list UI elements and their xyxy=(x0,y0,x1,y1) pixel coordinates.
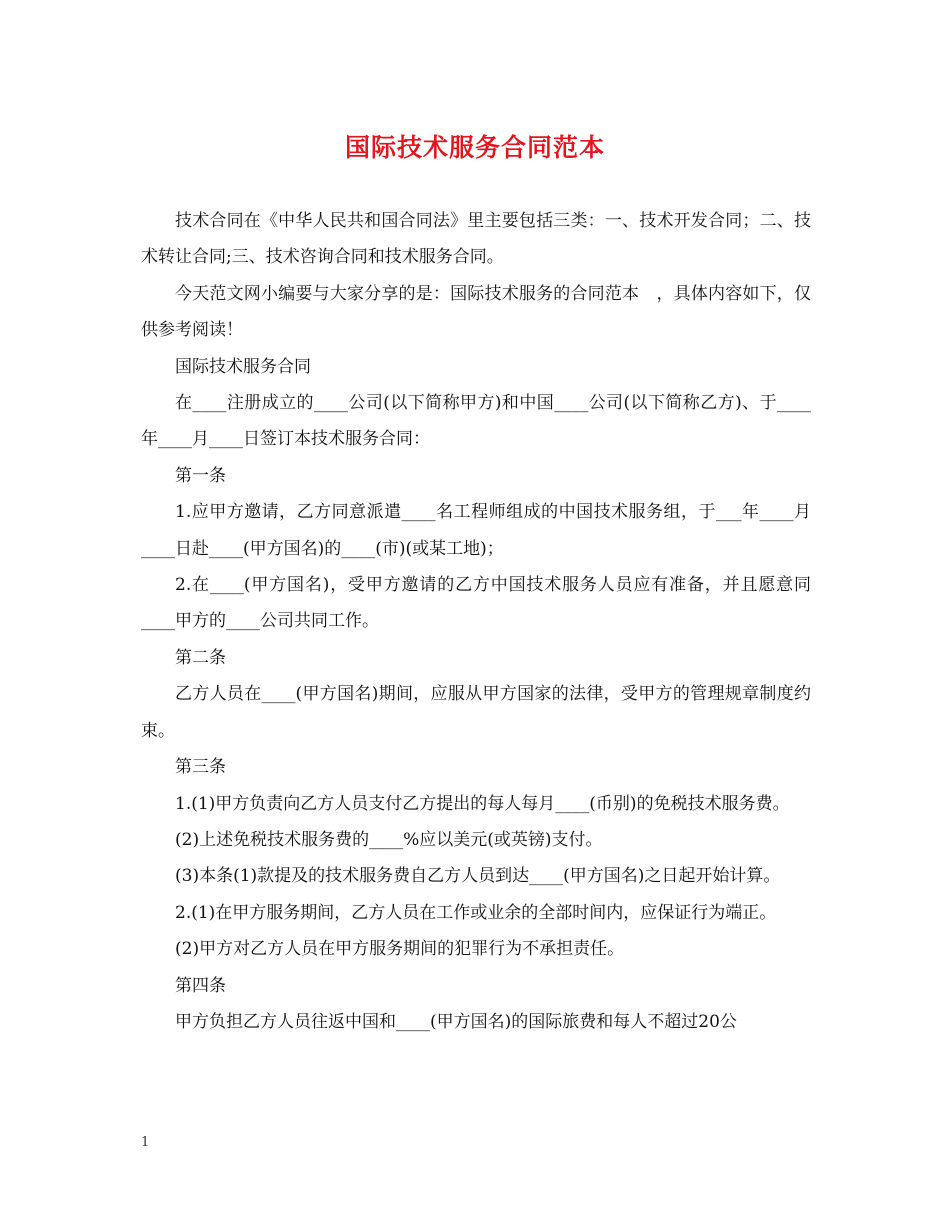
article-4-heading: 第四条 xyxy=(175,975,226,996)
article-1-heading: 第一条 xyxy=(175,465,226,486)
article-3-clause-1-1: 1.(1)甲方负责向乙方人员支付乙方提出的每人每月____(币别)的免税技术服务费。 xyxy=(175,793,790,814)
article-4-clause: 甲方负担乙方人员往返中国和____(甲方国名)的国际旅费和每人不超过20公 xyxy=(175,1011,737,1032)
article-2-heading: 第二条 xyxy=(175,647,226,668)
article-1-clause-1: 1.应甲方邀请，乙方同意派遣____名工程师组成的中国技术服务组，于___年____月____日赴____(甲方国名)的____(市)(或某工地)； xyxy=(141,502,811,559)
article-1-clause-2: 2.在____(甲方国名)，受甲方邀请的乙方中国技术服务人员应有准备，并且愿意同____甲方的____公司共同工作。 xyxy=(141,575,811,632)
page-number: 1 xyxy=(141,1135,150,1150)
article-3-heading: 第三条 xyxy=(175,757,226,778)
paragraph-parties: 在____注册成立的____公司(以下简称甲方)和中国____公司(以下简称乙方)、于____年____月____日签订本技术服务合同： xyxy=(141,393,811,450)
paragraph-share: 今天范文网小编要与大家分享的是：国际技术服务的合同范本 ，具体内容如下，仅供参考阅读！ xyxy=(141,283,811,341)
document-body xyxy=(141,203,811,1040)
document-title: 国际技术服务合同范本 xyxy=(344,133,605,162)
contract-heading: 国际技术服务合同 xyxy=(175,356,311,377)
article-2-clause: 乙方人员在____(甲方国名)期间，应服从甲方国家的法律，受甲方的管理规章制度约束。 xyxy=(141,684,811,741)
article-3-clause-2-1: 2.(1)在甲方服务期间，乙方人员在工作或业余的全部时间内，应保证行为端正。 xyxy=(175,902,777,923)
article-3-clause-1-2: (2)上述免税技术服务费的____%应以美元(或英镑)支付。 xyxy=(175,829,603,850)
paragraph-intro: 技术合同在《中华人民共和国合同法》里主要包括三类：一、技术开发合同；二、技术转让合同;三、技术咨询合同和技术服务合同。 xyxy=(141,211,811,268)
article-3-clause-1-3: (3)本条(1)款提及的技术服务费自乙方人员到达____(甲方国名)之日起开始计算。 xyxy=(175,866,781,887)
article-3-clause-2-2: (2)甲方对乙方人员在甲方服务期间的犯罪行为不承担责任。 xyxy=(175,939,625,960)
